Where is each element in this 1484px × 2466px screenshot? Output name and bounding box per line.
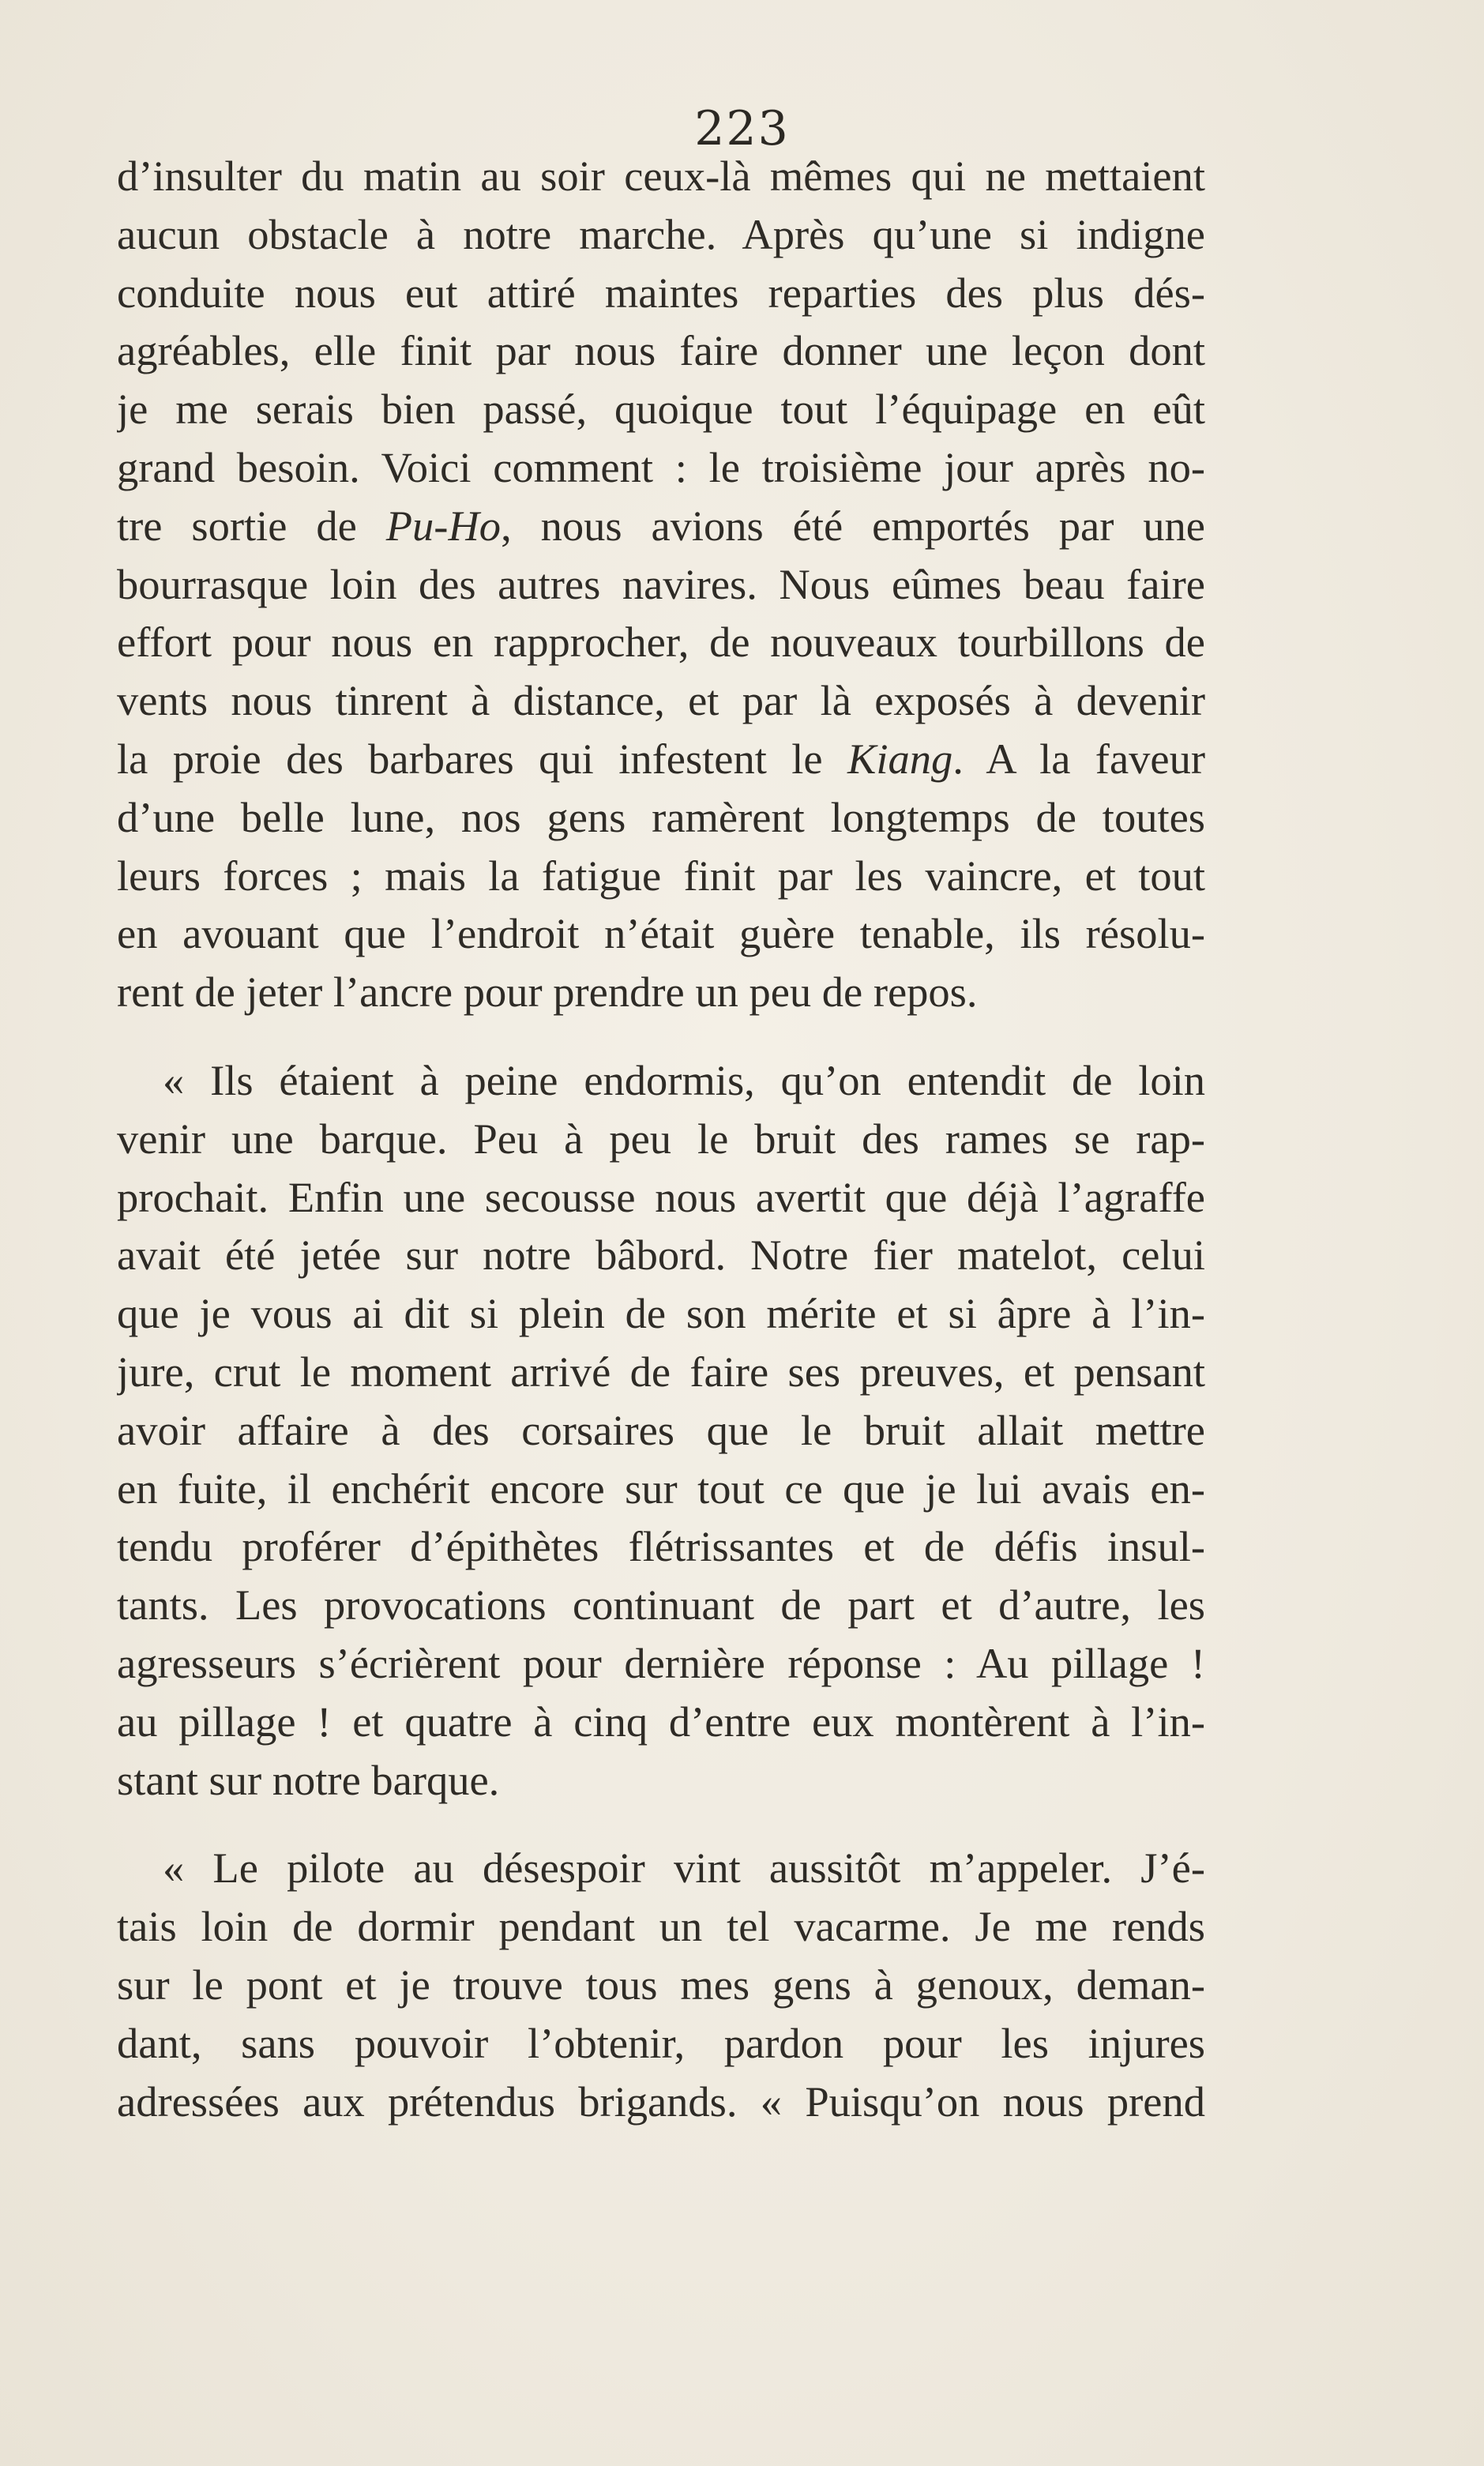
text-line: avoir affaire à des corsaires que le bruit allait mettre <box>117 1405 1205 1454</box>
text-line: leurs forces ; mais la fatigue finit par les vaincre, et tout <box>117 851 1205 900</box>
text-line: d’une belle lune, nos gens ramèrent longtemps de toutes <box>117 792 1205 841</box>
text-line: tendu proférer d’épithètes flétrissantes et de défis insul- <box>117 1522 1205 1571</box>
text-line: venir une barque. Peu à peu le bruit des rames se rap- <box>117 1114 1205 1163</box>
text-line: au pillage ! et quatre à cinq d’entre eux montèrent à l’in- <box>117 1697 1205 1746</box>
text-line: vents nous tinrent à distance, et par là exposés à devenir <box>117 676 1205 725</box>
text-line: stant sur notre barque. <box>117 1755 500 1804</box>
paragraph-gap <box>117 1809 1205 1839</box>
paragraph-gap <box>117 1021 1205 1051</box>
text-line: dant, sans pouvoir l’obtenir, pardon pour les injures <box>117 2018 1205 2067</box>
text-line: jure, crut le moment arrivé de faire ses preuves, et pensant <box>117 1347 1205 1396</box>
text-line: effort pour nous en rapprocher, de nouveaux tourbillons de <box>117 618 1205 667</box>
text-line: bourrasque loin des autres navires. Nous eûmes beau faire <box>117 559 1205 608</box>
text-line: conduite nous eut attiré maintes reparties des plus dés- <box>117 268 1205 317</box>
text-line: en fuite, il enchérit encore sur tout ce que je lui avais en- <box>117 1464 1205 1513</box>
text-line: en avouant que l’endroit n’était guère tenable, ils résolu- <box>117 909 1205 958</box>
text-line: grand besoin. Voici comment : le troisième jour après no- <box>117 442 1205 491</box>
text-line: agresseurs s’écrièrent pour dernière réponse : Au pillage ! <box>117 1638 1205 1687</box>
text-line: tais loin de dormir pendant un tel vacarme. Je me rends <box>117 1902 1205 1951</box>
text-line: sur le pont et je trouve tous mes gens à genoux, deman- <box>117 1960 1205 2009</box>
text-line: « Le pilote au désespoir vint aussitôt m’appeler. J’é- <box>163 1844 1205 1893</box>
text-line: la proie des barbares qui infestent le Kiang. A la faveur <box>117 734 1205 783</box>
text-line: avait été jetée sur notre bâbord. Notre fier matelot, celui <box>117 1231 1205 1280</box>
text-line: aucun obstacle à notre marche. Après qu’une si indigne <box>117 209 1205 258</box>
text-line: d’insulter du matin au soir ceux-là mêmes qui ne mettaient <box>117 152 1205 200</box>
text-line: je me serais bien passé, quoique tout l’équipage en eût <box>117 385 1205 434</box>
text-line: tants. Les provocations continuant de part et d’autre, les <box>117 1581 1205 1630</box>
page-number: 223 <box>694 101 790 156</box>
text-line: rent de jeter l’ancre pour prendre un peu de repos. <box>117 968 978 1017</box>
text-line: adressées aux prétendus brigands. « Puisqu’on nous prend <box>117 2077 1205 2126</box>
text-line: tre sortie de Pu-Ho, nous avions été emportés par une <box>117 501 1205 550</box>
italic-proper-name: Kiang <box>847 734 953 783</box>
body-text <box>117 147 1205 2130</box>
italic-proper-name: Pu-Ho <box>385 501 502 550</box>
text-line: agréables, elle finit par nous faire donner une leçon dont <box>117 326 1205 375</box>
text-line: prochait. Enfin une secousse nous avertit que déjà l’agraffe <box>117 1172 1205 1221</box>
text-line: que je vous ai dit si plein de son mérite et si âpre à l’in- <box>117 1289 1205 1338</box>
text-line: « Ils étaient à peine endormis, qu’on entendit de loin <box>163 1055 1205 1104</box>
